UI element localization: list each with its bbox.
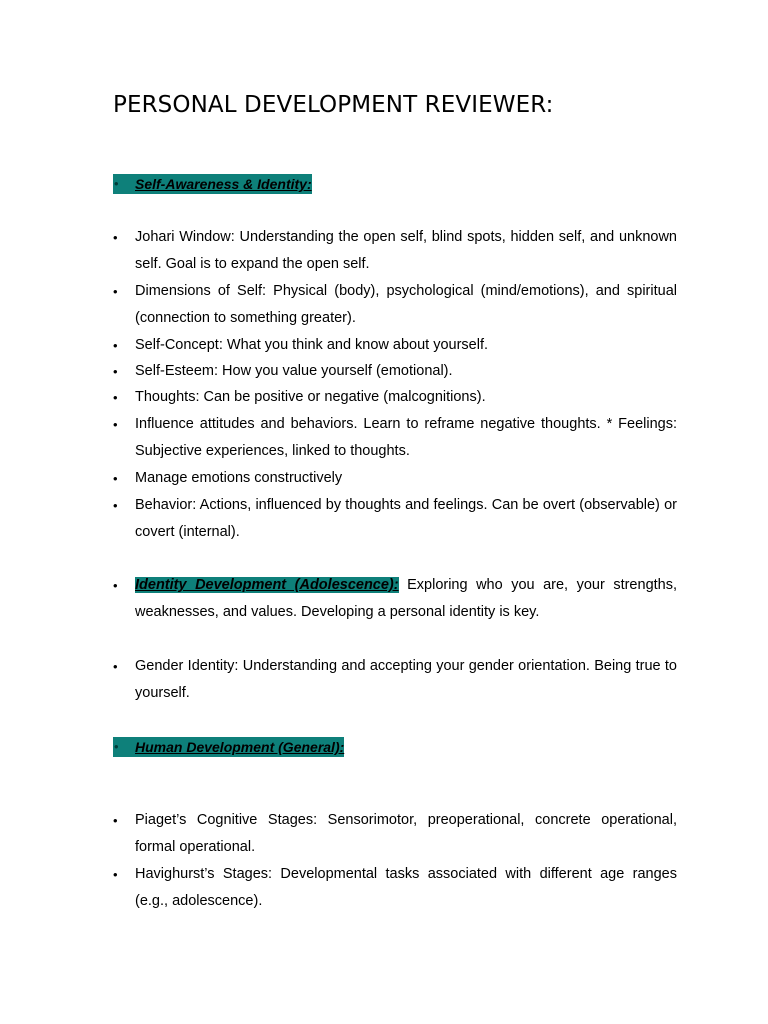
bullet-icon: • [113,471,118,486]
bullet-icon: • [113,390,118,405]
list-item-text: Havighurst’s Stages: Developmental tasks associated with different age ranges (e.g., adolescence). [135,866,677,909]
list-item [113,332,677,359]
list-item [113,278,677,332]
list-item [113,465,677,492]
identity-development-label: Identity Development (Adolescence): [135,577,399,593]
section-heading-self-awareness [113,174,312,194]
list-item-identity-development [113,572,677,626]
section-heading-text: Self-Awareness & Identity: [135,176,312,192]
bullet-icon: • [114,739,119,754]
identity-development-text: Exploring who you are, your strengths, weaknesses, and values. Developing a personal identity is key. [135,577,677,620]
page-title: PERSONAL DEVELOPMENT REVIEWER: [113,92,554,118]
list-item-text: Self-Esteem: How you value yourself (emotional). [135,363,453,379]
section-heading-text: Human Development (General): [135,739,345,755]
list-item-text: Piaget’s Cognitive Stages: Sensorimotor, preoperational, concrete operational, formal operational. [135,812,677,855]
bullet-icon: • [113,417,118,432]
list-item [113,384,677,411]
list-item-text: Self-Concept: What you think and know about yourself. [135,337,489,353]
list-item [113,358,677,385]
list-item [113,411,677,465]
list-item-gender-identity [113,653,677,707]
list-item-text: Gender Identity: Understanding and accepting your gender orientation. Being true to yourself. [135,658,677,701]
list-item-text: Behavior: Actions, influenced by thoughts and feelings. Can be overt (observable) or covert (internal). [135,497,677,540]
bullet-icon: • [113,498,118,513]
bullet-icon: • [113,284,118,299]
bullet-icon: • [113,230,118,245]
list-item-text: Johari Window: Understanding the open self, blind spots, hidden self, and unknown self. Goal is to expand the open self. [135,229,677,272]
list-item-text: Influence attitudes and behaviors. Learn to reframe negative thoughts. * Feelings: Subjective experiences, linked to thoughts. [135,416,677,459]
bullet-icon: • [113,867,118,882]
heading-highlight [113,174,312,194]
list-item-text: Manage emotions constructively [135,470,343,486]
heading-highlight [113,737,344,757]
bullet-icon: • [113,364,118,379]
list-item [113,861,677,915]
list-item [113,807,677,861]
bullet-icon: • [113,659,118,674]
bullet-icon: • [113,338,118,353]
list-item-text: Dimensions of Self: Physical (body), psychological (mind/emotions), and spiritual (connection to something greater). [135,283,677,326]
bullet-icon: • [114,176,119,191]
list-item-text [135,572,677,626]
list-item [113,492,677,546]
list-item-text: Thoughts: Can be positive or negative (malcognitions). [135,389,486,405]
bullet-icon: • [113,813,118,828]
section-heading-human-development [113,737,344,757]
list-item [113,224,677,278]
bullet-icon: • [113,578,118,593]
